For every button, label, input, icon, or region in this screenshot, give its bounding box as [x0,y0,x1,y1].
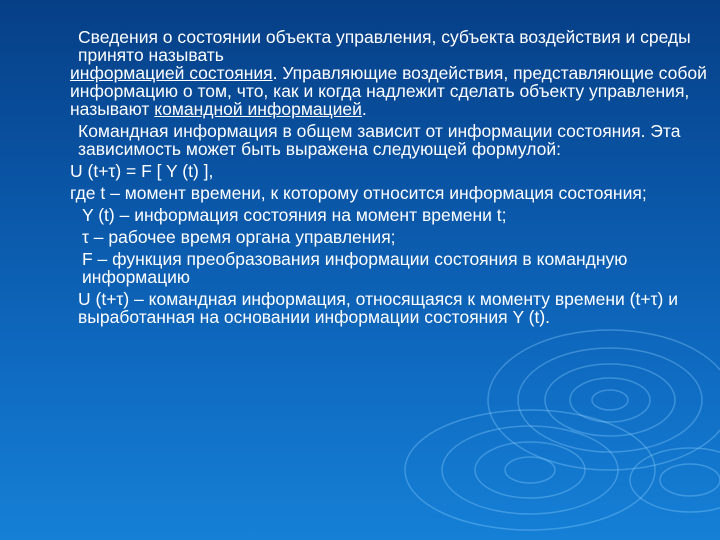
para1-lead: Сведения о состоянии объекта управления, субъекта воздействия и среды принято называть [78,27,691,65]
term-state-information: информацией состояния [70,63,273,83]
paragraph-command-info [70,122,710,158]
definition-y: Y (t) – информация состояния на момент времени t; [82,205,507,225]
definition-tau: τ – рабочее время органа управления; [82,227,396,247]
definition-f: F – функция преобразования информации состояния в командную информацию [82,249,628,287]
definition-t: где t – момент времени, к которому относится информация состояния; [70,183,647,203]
term-command-information: командной информацией [154,99,362,119]
formula: U (t+τ) = F [ Y (t) ], [70,161,214,181]
para1-tail: . Управляющие воздействия, представляющие собой информацию о том, что, как и когда надлежит сделать объекту управления, называют [70,63,707,119]
para1-end: . [361,99,367,119]
definition-u: U (t+τ) – командная информация, относящаяся к моменту времени (t+τ) и выработанная на основании информации состояния Y (t). [78,289,678,327]
para2-text: Командная информация в общем зависит от информации состояния. Эта зависимость может быть выражена следующей формулой: [78,121,681,159]
paragraph-state-info [70,28,710,118]
slide-text [70,28,710,330]
